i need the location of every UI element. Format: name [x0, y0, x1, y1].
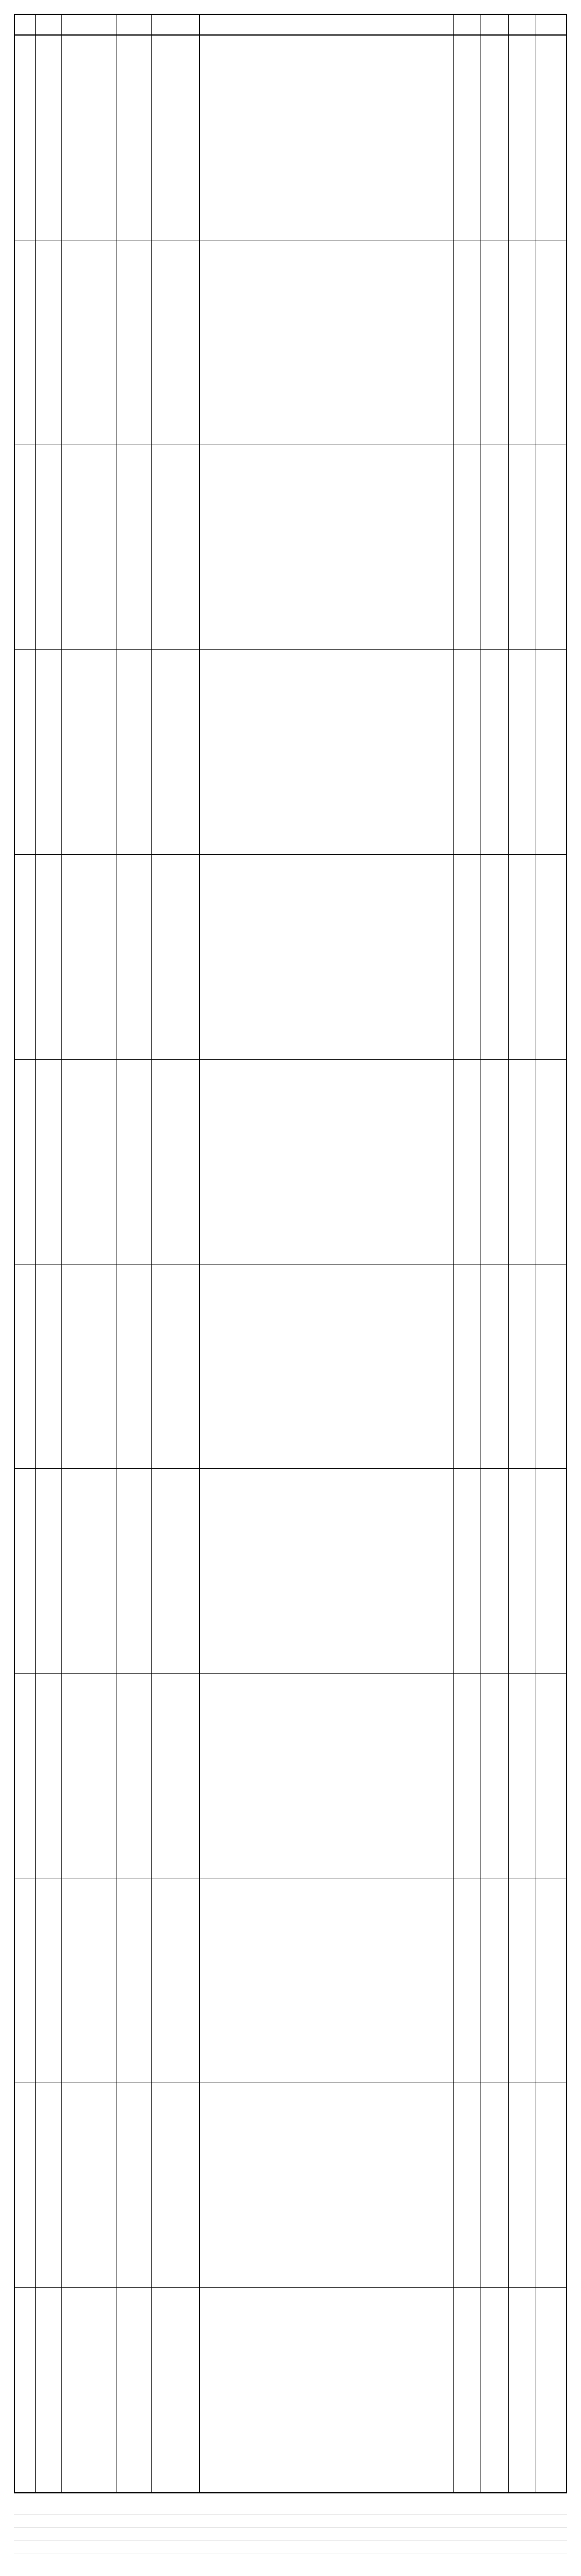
table-row [15, 1674, 566, 1878]
table-cell [200, 2083, 454, 2287]
table-cell [117, 1264, 152, 1469]
table-cell [15, 2083, 36, 2287]
table-cell [36, 2083, 62, 2287]
table-cell [481, 1878, 509, 2083]
table-cell [536, 2288, 566, 2492]
table-cell [454, 650, 481, 854]
table-row [15, 445, 566, 650]
table-cell [36, 1878, 62, 2083]
table-cell [15, 650, 36, 854]
table-cell [117, 1674, 152, 1878]
table-cell [152, 1674, 200, 1878]
table-cell [509, 1674, 536, 1878]
table-cell [509, 1878, 536, 2083]
table-cell [36, 1060, 62, 1264]
table-cell [509, 2083, 536, 2287]
table-cell [536, 36, 566, 240]
table-cell [536, 1674, 566, 1878]
header-cell [454, 15, 481, 34]
table-cell [117, 650, 152, 854]
table-cell [481, 1264, 509, 1469]
table-row [15, 1264, 566, 1469]
table-cell [36, 855, 62, 1059]
table-cell [15, 855, 36, 1059]
qualification-table [14, 14, 567, 2493]
table-cell [481, 445, 509, 649]
table-cell [36, 2288, 62, 2492]
table-cell [15, 1878, 36, 2083]
note-line [14, 2541, 567, 2554]
notes-section [14, 2501, 567, 2565]
table-cell [536, 445, 566, 649]
note-line [14, 2501, 567, 2515]
table-cell [509, 445, 536, 649]
table-cell [152, 1060, 200, 1264]
table-cell [62, 1878, 117, 2083]
table-row [15, 855, 566, 1060]
table-cell [481, 1674, 509, 1878]
table-cell [15, 240, 36, 445]
table-cell [200, 1060, 454, 1264]
table-cell [536, 650, 566, 854]
table-cell [15, 1060, 36, 1264]
table-cell [454, 1674, 481, 1878]
table-cell [117, 240, 152, 445]
table-cell [536, 2083, 566, 2287]
table-cell [454, 1060, 481, 1264]
table-cell [454, 855, 481, 1059]
table-cell [536, 855, 566, 1059]
table-cell [62, 2083, 117, 2287]
table-cell [152, 36, 200, 240]
table-cell [62, 1264, 117, 1469]
table-cell [152, 2083, 200, 2287]
table-cell [117, 36, 152, 240]
table-cell [509, 1264, 536, 1469]
table-cell [36, 1674, 62, 1878]
table-cell [15, 445, 36, 649]
table-cell [36, 1264, 62, 1469]
header-cell [152, 15, 200, 34]
table-cell [62, 445, 117, 649]
table-cell [454, 1878, 481, 2083]
table-row [15, 650, 566, 855]
note-line [14, 2528, 567, 2541]
table-cell [481, 650, 509, 854]
table-header [15, 15, 566, 36]
table-cell [454, 1469, 481, 1673]
table-cell [481, 240, 509, 445]
header-cell [117, 15, 152, 34]
table-cell [454, 445, 481, 649]
table-cell [152, 855, 200, 1059]
table-cell [200, 1469, 454, 1673]
table-row [15, 1060, 566, 1264]
table-cell [15, 36, 36, 240]
table-cell [62, 36, 117, 240]
table-cell [200, 855, 454, 1059]
table-cell [36, 1469, 62, 1673]
table-row [15, 240, 566, 445]
header-cell [200, 15, 454, 34]
table-cell [481, 2083, 509, 2287]
table-cell [200, 445, 454, 649]
table-cell [200, 650, 454, 854]
table-cell [117, 1878, 152, 2083]
table-cell [200, 1878, 454, 2083]
table-cell [62, 240, 117, 445]
header-cell [36, 15, 62, 34]
table-cell [117, 2083, 152, 2287]
table-cell [117, 445, 152, 649]
table-cell [536, 1878, 566, 2083]
table-cell [536, 1060, 566, 1264]
table-cell [454, 2288, 481, 2492]
table-cell [62, 650, 117, 854]
header-cell [509, 15, 536, 34]
table-cell [152, 240, 200, 445]
table-body [15, 36, 566, 2492]
table-cell [152, 1264, 200, 1469]
table-cell [117, 1469, 152, 1673]
table-cell [152, 1878, 200, 2083]
table-cell [481, 1469, 509, 1673]
table-row [15, 1878, 566, 2083]
table-cell [509, 855, 536, 1059]
table-cell [117, 1060, 152, 1264]
table-cell [481, 855, 509, 1059]
table-cell [536, 1469, 566, 1673]
table-cell [152, 2288, 200, 2492]
table-cell [36, 240, 62, 445]
table-cell [152, 1469, 200, 1673]
table-cell [454, 36, 481, 240]
header-cell [481, 15, 509, 34]
table-cell [62, 1469, 117, 1673]
table-cell [15, 2288, 36, 2492]
table-cell [509, 1060, 536, 1264]
table-row [15, 2083, 566, 2288]
table-cell [536, 1264, 566, 1469]
table-cell [454, 2083, 481, 2287]
table-cell [200, 1674, 454, 1878]
table-cell [481, 36, 509, 240]
table-cell [509, 650, 536, 854]
table-row [15, 1469, 566, 1674]
table-cell [15, 1469, 36, 1673]
table-cell [117, 855, 152, 1059]
header-cell [62, 15, 117, 34]
table-cell [481, 1060, 509, 1264]
table-cell [117, 2288, 152, 2492]
table-cell [481, 2288, 509, 2492]
header-cell [15, 15, 36, 34]
note-line [14, 2515, 567, 2528]
table-cell [509, 1469, 536, 1673]
table-cell [36, 445, 62, 649]
header-cell [536, 15, 566, 34]
table-cell [36, 36, 62, 240]
table-cell [200, 2288, 454, 2492]
table-row [15, 36, 566, 240]
table-cell [200, 1264, 454, 1469]
table-cell [15, 1264, 36, 1469]
table-cell [152, 445, 200, 649]
table-cell [152, 650, 200, 854]
table-cell [509, 36, 536, 240]
table-cell [62, 1060, 117, 1264]
table-cell [454, 240, 481, 445]
table-cell [509, 2288, 536, 2492]
table-row [15, 2288, 566, 2492]
table-cell [200, 240, 454, 445]
table-cell [454, 1264, 481, 1469]
table-cell [62, 855, 117, 1059]
table-cell [200, 36, 454, 240]
table-cell [15, 1674, 36, 1878]
table-cell [509, 240, 536, 445]
table-cell [536, 240, 566, 445]
table-cell [62, 1674, 117, 1878]
table-cell [36, 650, 62, 854]
table-cell [62, 2288, 117, 2492]
